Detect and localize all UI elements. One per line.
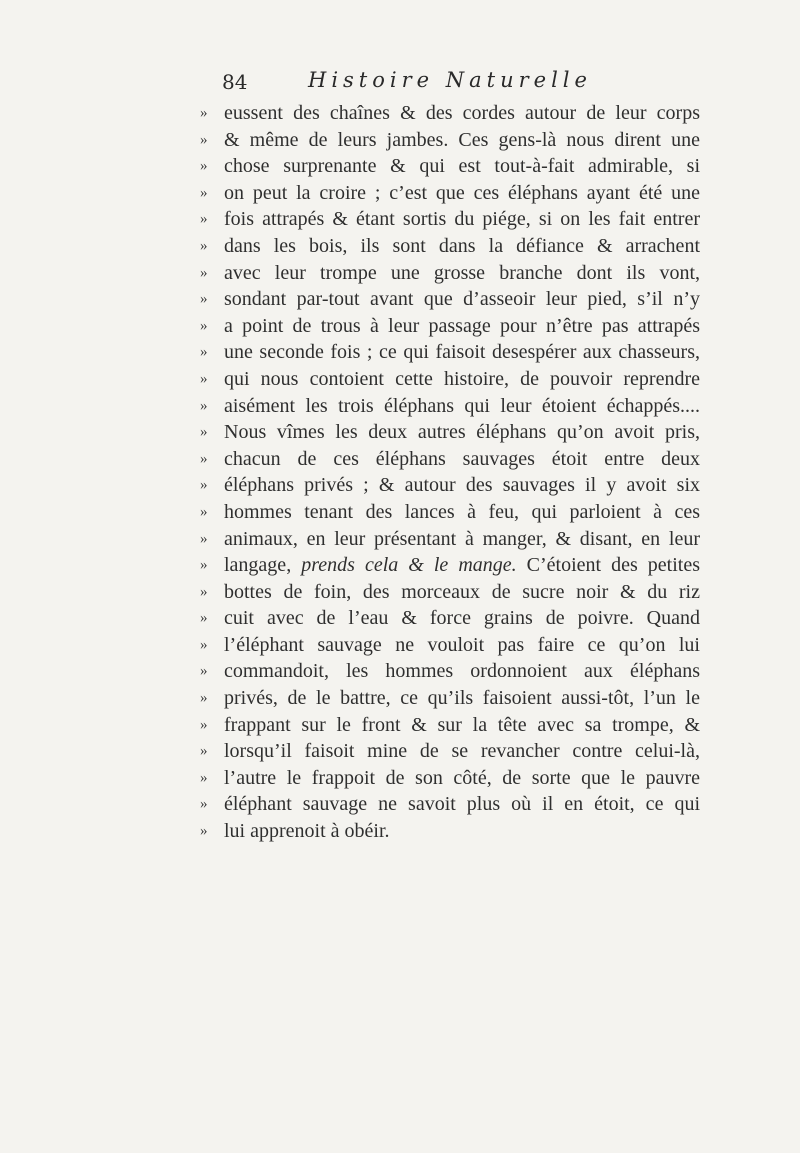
line-text: fois attrapés & étant sortis du piége, si on les fait entrer: [224, 208, 700, 231]
text-line: [200, 605, 700, 632]
quotation-mark: »: [200, 264, 208, 281]
line-text-roman: langage,: [224, 554, 302, 577]
line-text: qui nous contoient cette histoire, de pouvoir reprendre: [224, 367, 700, 390]
line-text: lorsqu’il faisoit mine de se revancher contre celui-là,: [224, 740, 700, 763]
line-text: [224, 552, 700, 579]
quotation-mark: »: [200, 211, 208, 228]
text-line: [200, 180, 700, 207]
text-line: [200, 313, 700, 340]
text-line: [200, 712, 700, 739]
quotation-mark: »: [200, 344, 208, 361]
text-line: [200, 552, 700, 579]
quotation-mark: »: [200, 105, 208, 121]
text-line: [200, 393, 700, 420]
line-text: cuit avec de l’eau & force grains de poivre. Quand: [224, 607, 700, 630]
line-text: éléphant sauvage ne savoit plus où il en étoit, ce qui: [224, 793, 700, 816]
line-text: chacun de ces éléphans sauvages étoit entre deux: [224, 447, 700, 470]
quotation-mark: »: [200, 184, 208, 201]
text-line: [200, 446, 700, 473]
running-head: [222, 68, 692, 98]
text-line: [200, 339, 700, 366]
quotation-mark: »: [200, 823, 208, 840]
text-line: [200, 765, 700, 792]
text-line: [200, 286, 700, 313]
text-block: [200, 100, 700, 845]
quotation-mark: »: [200, 663, 208, 680]
text-line: [200, 738, 700, 765]
quotation-mark: »: [200, 397, 208, 414]
text-line: [200, 419, 700, 446]
quotation-mark: »: [200, 636, 208, 653]
line-text: une seconde fois ; ce qui faisoit desespérer aux chasseurs,: [224, 341, 700, 364]
line-text: hommes tenant des lances à feu, qui parloient à ces: [224, 500, 700, 523]
line-text: commandoit, les hommes ordonnoient aux éléphans: [224, 660, 700, 683]
line-text: eussent des chaînes & des cordes autour de leur corps: [224, 102, 700, 124]
quotation-mark: »: [200, 716, 208, 733]
text-line: [200, 791, 700, 818]
text-line: [200, 685, 700, 712]
quotation-mark: »: [200, 477, 208, 494]
page-number: 84: [222, 70, 248, 94]
text-line: [200, 472, 700, 499]
line-text: on peut la croire ; c’est que ces éléphans ayant été une: [224, 181, 700, 204]
quotation-mark: »: [200, 370, 208, 387]
line-text: dans les bois, ils sont dans la défiance & arrachent: [224, 234, 700, 257]
quotation-mark: »: [200, 237, 208, 254]
quotation-mark: »: [200, 158, 208, 175]
text-line: [200, 100, 700, 127]
line-text: privés, de le battre, ce qu’ils faisoient aussi-tôt, l’un le: [224, 687, 700, 710]
quotation-mark: »: [200, 424, 208, 441]
line-text: aisément les trois éléphans qui leur étoient échappés....: [224, 394, 700, 417]
line-text-italic: prends cela & le mange.: [301, 554, 517, 577]
quotation-mark: »: [200, 557, 208, 574]
quotation-mark: »: [200, 610, 208, 627]
text-line: [200, 260, 700, 287]
quotation-mark: »: [200, 796, 208, 813]
quotation-mark: »: [200, 769, 208, 786]
text-line: [200, 526, 700, 553]
line-text: l’autre le frappoit de son côté, de sorte que le pauvre: [224, 766, 700, 789]
text-line: [200, 127, 700, 154]
text-line: [200, 233, 700, 260]
text-line: [200, 153, 700, 180]
line-text: chose surprenante & qui est tout-à-fait admirable, si: [224, 155, 700, 178]
running-title: Histoire Naturelle: [308, 68, 592, 92]
line-text-roman: C’étoient des petites: [516, 554, 701, 577]
line-text: avec leur trompe une grosse branche dont ils vont,: [224, 261, 700, 284]
line-text: animaux, en leur présentant à manger, & disant, en leur: [224, 527, 700, 550]
line-text: lui apprenoit à obéir.: [224, 820, 390, 843]
quotation-mark: »: [200, 317, 208, 334]
quotation-mark: »: [200, 131, 208, 148]
quotation-mark: »: [200, 450, 208, 467]
quotation-mark: »: [200, 503, 208, 520]
text-line: [200, 206, 700, 233]
text-line: [200, 632, 700, 659]
text-line: [200, 818, 700, 845]
line-text: a point de trous à leur passage pour n’être pas attrapés: [224, 314, 700, 337]
line-text: & même de leurs jambes. Ces gens-là nous dirent une: [224, 128, 700, 151]
line-text: l’éléphant sauvage ne vouloit pas faire ce qu’on lui: [224, 633, 700, 656]
quotation-mark: »: [200, 583, 208, 600]
text-line: [200, 579, 700, 606]
text-line: [200, 499, 700, 526]
quotation-mark: »: [200, 291, 208, 308]
quotation-mark: »: [200, 743, 208, 760]
text-line: [200, 658, 700, 685]
line-text: frappant sur le front & sur la tête avec sa trompe, &: [224, 713, 700, 736]
quotation-mark: »: [200, 690, 208, 707]
line-text: bottes de foin, des morceaux de sucre noir & du riz: [224, 580, 700, 603]
text-line: [200, 366, 700, 393]
quotation-mark: »: [200, 530, 208, 547]
line-text: sondant par-tout avant que d’asseoir leur pied, s’il n’y: [224, 288, 700, 311]
line-text: éléphans privés ; & autour des sauvages il y avoit six: [224, 474, 700, 497]
line-text: Nous vîmes les deux autres éléphans qu’on avoit pris,: [224, 421, 700, 444]
